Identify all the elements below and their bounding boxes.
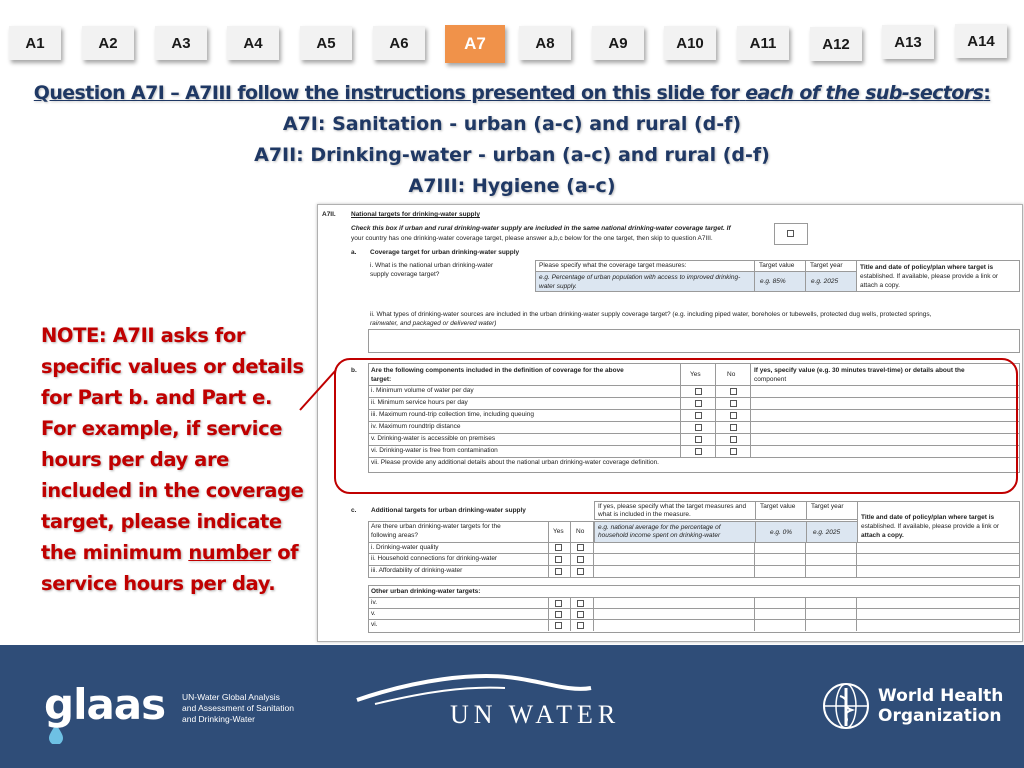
example-measure-1: e.g. Percentage of urban population with access to improved drinking- — [539, 274, 741, 281]
c-no-header: No — [576, 528, 585, 535]
a-label: a. — [351, 249, 357, 256]
c-example-2: household income spent on drinking-water — [598, 532, 721, 539]
c-heading: Additional targets for urban drinking-water supply — [371, 507, 526, 514]
b-specify-2: component — [754, 376, 787, 383]
who-emblem-icon — [820, 680, 872, 732]
tab-a3[interactable]: A3 — [155, 26, 207, 60]
title-line2: A7I: Sanitation - urban (a-c) and rural (d-f) — [282, 113, 742, 135]
policy-1: Title and date of policy/plan where target is — [860, 264, 994, 271]
glaas-logo: glaas — [44, 680, 166, 729]
glaas-description — [182, 692, 312, 725]
a-i-line1: i. What is the national urban drinking-water — [370, 262, 494, 269]
tab-a8[interactable]: A8 — [519, 26, 571, 60]
unwater-logo: UN WATER — [450, 700, 621, 729]
title-line1-prefix: Question A7I – A7III follow the instructions presented on this slide for — [33, 82, 740, 104]
title-line1-suffix: : — [983, 82, 991, 104]
b-item: iv. Maximum roundtrip distance — [371, 423, 461, 430]
c-policy-1: Title and date of policy/plan where target is — [861, 514, 995, 521]
example-year: e.g. 2025 — [811, 278, 839, 285]
a-i-line2: supply coverage target? — [370, 271, 440, 278]
target-year-header: Target year — [810, 262, 843, 269]
form-code: A7II. — [322, 211, 336, 218]
tab-a5[interactable]: A5 — [300, 26, 352, 60]
c-policy-2: established. If available, please provide a link or — [861, 523, 1000, 530]
note-text-end: of service hours per day. — [41, 541, 299, 595]
c-example-value: e.g. 0% — [770, 529, 793, 536]
glaas-line2: and Assessment of Sanitation — [182, 703, 294, 713]
c-question-1: Are there urban drinking-water targets for the — [371, 523, 501, 530]
a-heading: Coverage target for urban drinking-water supply — [370, 249, 520, 256]
title-line4: A7III: Hygiene (a-c) — [408, 175, 616, 197]
check-text-1: Check this box if urban and rural drinking-water supply are included in the same national drinking-water coverage target. If — [351, 225, 731, 232]
a-ii-line2: rainwater, and packaged or delivered water) — [370, 320, 497, 327]
other-item: v. — [371, 610, 376, 617]
a-ii-line1: ii. What types of drinking-water sources are included in the urban drinking-water supply coverage target? (e.g. including piped water, boreholes or tubewells, protected dug wells, protected springs, — [370, 311, 932, 318]
who-line2: Organization — [878, 706, 1002, 726]
b-item: vi. Drinking-water is free from contamination — [371, 447, 498, 454]
b-vii: vii. Please provide any additional details about the national urban drinking-water coverage definition. — [371, 459, 659, 466]
b-no-header: No — [727, 371, 736, 378]
c-question-2: following areas? — [371, 532, 418, 539]
tab-a2[interactable]: A2 — [82, 26, 134, 60]
tab-a1[interactable]: A1 — [9, 26, 61, 60]
note-emphasis: number — [188, 541, 271, 564]
check-text-2: your country has one drinking-water coverage target, please answer a,b,c below for the one target, then skip to question A7III. — [351, 235, 713, 242]
c-yes-header: Yes — [553, 528, 564, 535]
b-yes-header: Yes — [690, 371, 701, 378]
c-item: iii. Affordability of drinking-water — [371, 567, 463, 574]
b-item: v. Drinking-water is accessible on premises — [371, 435, 496, 442]
tab-a6[interactable]: A6 — [373, 26, 425, 60]
b-heading-1: Are the following components included in the definition of coverage for the above — [371, 367, 624, 374]
tab-a9[interactable]: A9 — [592, 26, 644, 60]
c-target-year-header: Target year — [811, 503, 844, 510]
tab-a7[interactable]: A7 — [445, 25, 505, 63]
c-example-year: e.g. 2025 — [813, 529, 841, 536]
c-target-value-header: Target value — [760, 503, 796, 510]
c-spec-2: what is included in the measure. — [598, 511, 691, 518]
spec-header: Please specify what the coverage target measures: — [539, 262, 687, 269]
glaas-line1: UN-Water Global Analysis — [182, 692, 280, 702]
form-heading: National targets for drinking-water supply — [351, 211, 480, 218]
b-item: iii. Maximum round-trip collection time, including queuing — [371, 411, 534, 418]
target-value-header: Target value — [759, 262, 795, 269]
c-spec-1: If yes, please specify what the target measures and — [598, 503, 747, 510]
note-callout — [41, 320, 311, 599]
tab-a11[interactable]: A11 — [737, 26, 789, 60]
other-item: vi. — [371, 621, 378, 628]
b-item: i. Minimum volume of water per day — [371, 387, 474, 394]
other-item: iv. — [371, 599, 378, 606]
tab-a12[interactable]: A12 — [810, 27, 862, 61]
tab-a4[interactable]: A4 — [227, 26, 279, 60]
policy-3: attach a copy. — [860, 282, 900, 289]
tab-a14[interactable]: A14 — [955, 24, 1007, 58]
b-item: ii. Minimum service hours per day — [371, 399, 468, 406]
b-heading-2: target: — [371, 376, 392, 383]
title-line3: A7II: Drinking-water - urban (a-c) and rural (d-f) — [254, 144, 770, 166]
c-label: c. — [351, 507, 357, 514]
c-item: i. Drinking-water quality — [371, 544, 439, 551]
b-specify-1: If yes, specify value (e.g. 30 minutes travel-time) or details about the — [754, 367, 965, 374]
c-item: ii. Household connections for drinking-water — [371, 555, 498, 562]
example-value: e.g. 85% — [760, 278, 786, 285]
who-logo-text — [878, 686, 1003, 726]
who-line1: World Health — [878, 686, 1004, 706]
tab-a10[interactable]: A10 — [664, 26, 716, 60]
policy-2: established. If available, please provide a link or — [860, 273, 999, 280]
tab-a13[interactable]: A13 — [882, 25, 934, 59]
glaas-line3: and Drinking-Water — [182, 714, 255, 724]
c-policy-3: attach a copy. — [861, 532, 904, 539]
c-example-1: e.g. national average for the percentage of — [598, 524, 721, 531]
title-line1-emphasis: each of the sub-sectors — [745, 82, 984, 104]
example-measure-2: water supply. — [539, 283, 577, 290]
other-heading: Other urban drinking-water targets: — [371, 588, 481, 595]
b-label: b. — [351, 367, 357, 374]
note-text: NOTE: A7II asks for specific values or details for Part b. and Part e. For example, if service hours per day are included in the coverage target, please indicate the minimum — [41, 324, 304, 564]
